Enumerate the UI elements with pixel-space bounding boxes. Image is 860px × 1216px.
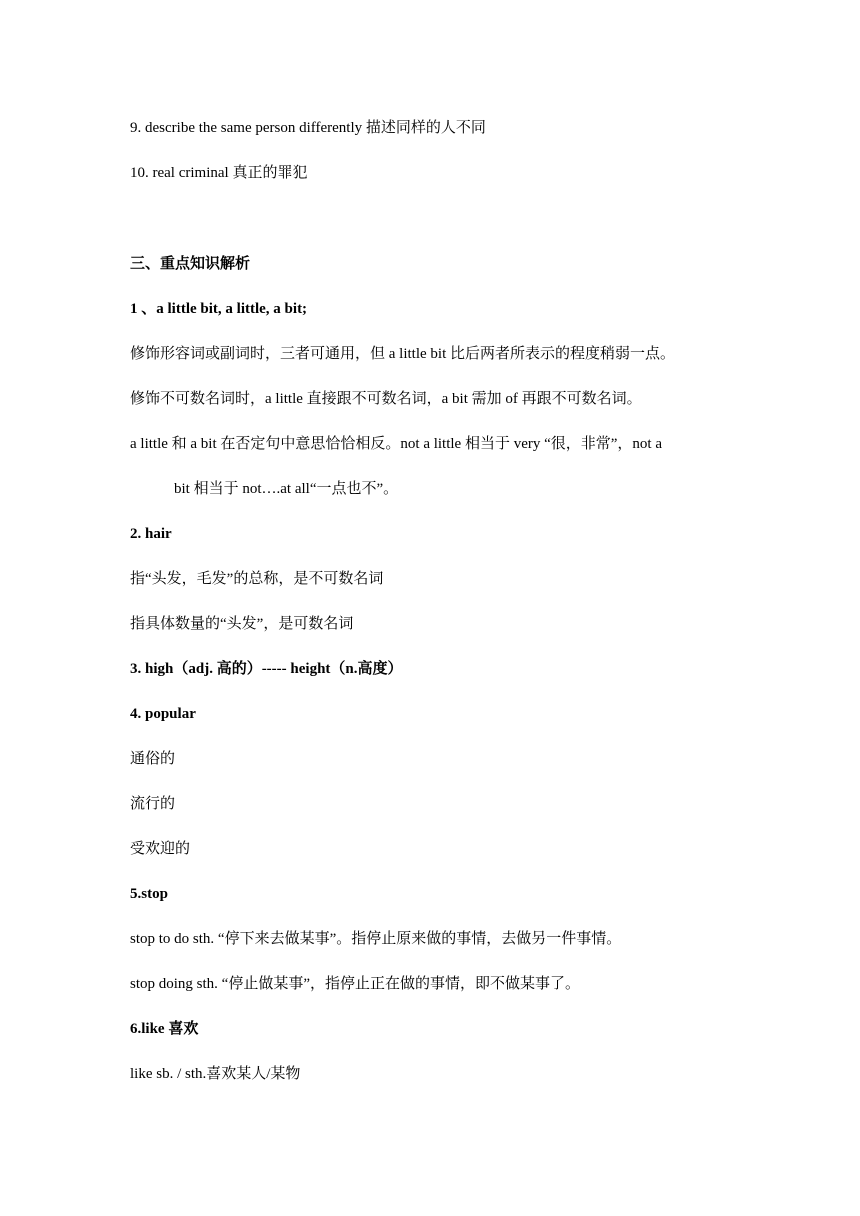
point-4-line-1: 通俗的: [130, 751, 176, 767]
point-2-line-1: 指“头发，毛发”的总称，是不可数名词: [130, 571, 384, 587]
point-4-line-2: 流行的: [130, 796, 176, 812]
point-1-line-3: a little 和 a bit 在否定句中意思恰恰相反。not a little 相当于 very “很，非常”，not a: [130, 436, 663, 452]
point-2-title: 2. hair: [130, 526, 172, 542]
point-1-line-1: 修饰形容词或副词时，三者可通用，但 a little bit 比后两者所表示的程度稍弱一点。: [130, 346, 675, 362]
vocab-item-9: 9. describe the same person differently 描述同样的人不同: [130, 120, 486, 136]
point-5-title: 5.stop: [130, 886, 168, 902]
point-5-line-1: stop to do sth. “停下来去做某事”。指停止原来做的事情，去做另一件事情。: [130, 931, 622, 947]
point-1-line-3-continued: bit 相当于 not….at all“一点也不”。: [174, 481, 399, 497]
point-1-line-2: 修饰不可数名词时，a little 直接跟不可数名词，a bit 需加 of 再跟不可数名词。: [130, 391, 642, 407]
point-3-title: 3. high（adj. 高的）----- height（n.高度）: [130, 661, 403, 677]
point-4-title: 4. popular: [130, 706, 196, 722]
point-4-line-3: 受欢迎的: [130, 841, 191, 857]
vocab-item-10: 10. real criminal 真正的罪犯: [130, 165, 308, 181]
point-6-title: 6.like 喜欢: [130, 1021, 199, 1037]
section-heading: 三、重点知识解析: [130, 256, 251, 272]
point-6-line-1: like sb. / sth.喜欢某人/某物: [130, 1066, 301, 1082]
point-2-line-2: 指具体数量的“头发”，是可数名词: [130, 616, 354, 632]
point-1-title: 1 、a little bit, a little, a bit;: [130, 301, 308, 317]
point-5-line-2: stop doing sth. “停止做某事”，指停止正在做的事情，即不做某事了。: [130, 976, 580, 992]
